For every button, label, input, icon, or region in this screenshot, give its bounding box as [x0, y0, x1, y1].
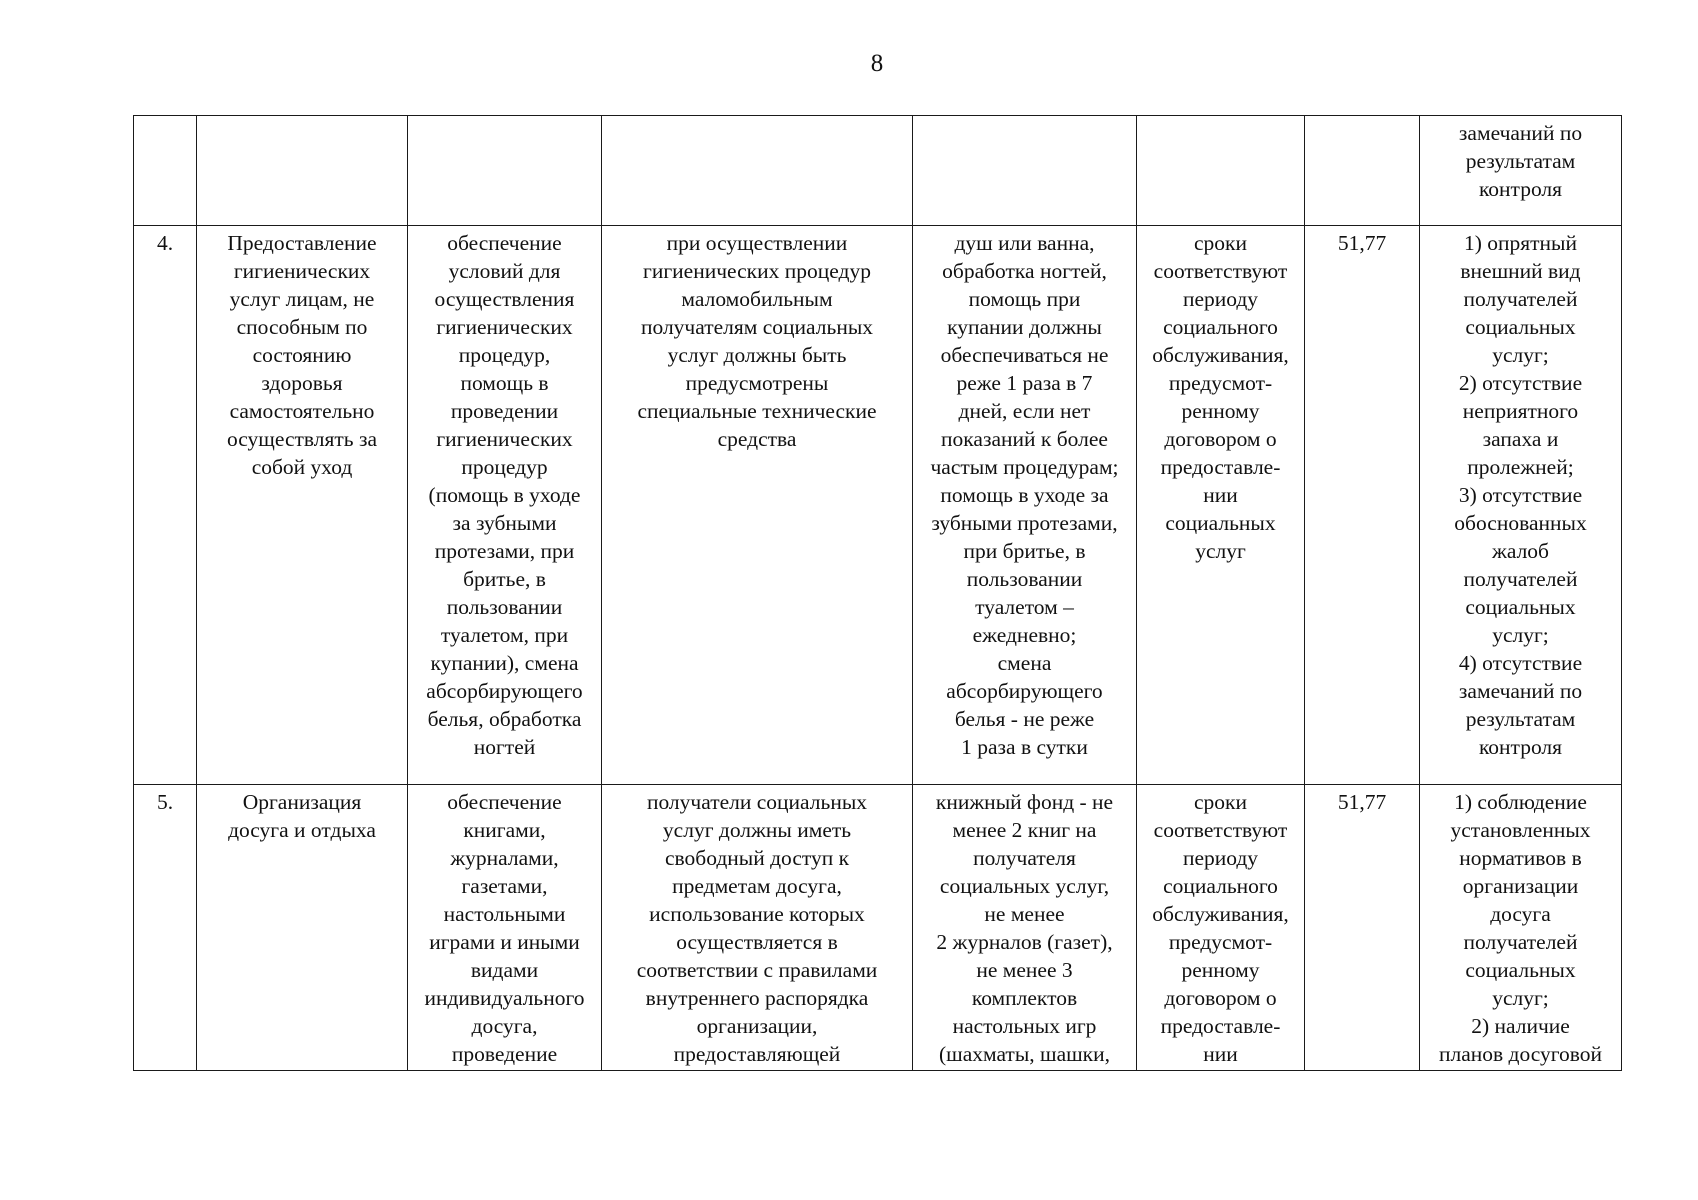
cell-text-line: процедур	[461, 455, 548, 479]
cell-text-line: ежедневно;	[972, 623, 1077, 647]
cell-text-line: услуг;	[1492, 343, 1549, 367]
cell-text-line: (шахматы, шашки,	[938, 1042, 1111, 1066]
cell-text-line: использование которых	[649, 902, 865, 926]
quality-indicators-cell	[1420, 116, 1622, 226]
cell-text-line: душ или ванна,	[954, 231, 1095, 255]
cell-text-line: ренному	[1181, 399, 1260, 423]
cell-text-line: помощь при	[968, 287, 1081, 311]
cell-text-line: обслуживания,	[1152, 902, 1289, 926]
cell-text-line: социальных	[1465, 958, 1576, 982]
cell-text-line: контроля	[1478, 177, 1563, 201]
cell-text-line: социальных	[1465, 315, 1576, 339]
service-volume-cell	[913, 785, 1137, 1071]
cell-text-line: периоду	[1182, 287, 1259, 311]
cell-text-line: комплектов	[971, 986, 1078, 1010]
cell-text-line: самостоятельно	[229, 399, 375, 423]
cell-text-line: Предоставление	[227, 231, 377, 255]
cell-text-line: 2) наличие	[1471, 1014, 1570, 1038]
table-row	[134, 116, 1622, 226]
cell-text-line: услуг	[1195, 539, 1246, 563]
cell-text-line: получателей	[1463, 930, 1578, 954]
cell-text-line: осуществляется в	[676, 930, 838, 954]
cell-text-line: бритье, в	[463, 567, 546, 591]
cell-text-line: социальных	[1165, 511, 1276, 535]
quality-indicators-cell	[1420, 785, 1622, 1071]
cell-text-line: предоставле-	[1160, 1014, 1281, 1038]
cell-text-line: помощь в	[460, 371, 549, 395]
cell-text-line: книгами,	[463, 818, 546, 842]
service-cost-cell	[1305, 116, 1420, 226]
cell-text-line: условий для	[448, 259, 561, 283]
service-content-cell	[408, 226, 602, 785]
cell-text-line: здоровья	[261, 371, 343, 395]
cell-text-line: 1 раза в сутки	[961, 735, 1088, 759]
cell-text-line: договором о	[1164, 986, 1277, 1010]
row-number-cell	[134, 116, 197, 226]
cell-text-line: осуществления	[434, 287, 575, 311]
cell-text-line: предусмот-	[1168, 930, 1273, 954]
cell-text-line: предусмот-	[1168, 371, 1273, 395]
cell-text-line: туалетом –	[975, 595, 1074, 619]
cell-text-line: протезами, при	[434, 539, 575, 563]
cell-text-line: организации	[1462, 874, 1579, 898]
service-terms-cell	[1137, 116, 1305, 226]
table-row	[134, 785, 1622, 1071]
cell-text-line: услуг должны иметь	[662, 818, 852, 842]
cell-text-line: получатели социальных	[646, 790, 868, 814]
cell-text-line: гигиенических	[436, 315, 573, 339]
cell-text-line: зубными протезами,	[931, 511, 1118, 535]
cell-text-line: предусмотрены	[685, 371, 829, 395]
row-number-cell	[134, 785, 197, 1071]
cell-text-line: замечаний по	[1458, 121, 1583, 145]
cell-text: 51,77	[1337, 231, 1387, 255]
cell-text-line: пользовании	[446, 595, 563, 619]
service-terms-cell	[1137, 785, 1305, 1071]
cell-text-line: организации,	[696, 1014, 818, 1038]
cell-text: 51,77	[1337, 790, 1387, 814]
cell-text-line: настольными	[443, 902, 566, 926]
cell-text-line: белья, обработка	[427, 707, 582, 731]
cell-text-line: свободный доступ к	[664, 846, 850, 870]
cell-text-line: планов досуговой	[1438, 1042, 1603, 1066]
cell-text-line: социальных	[1465, 595, 1576, 619]
cell-text-line: внешний вид	[1460, 259, 1581, 283]
page-number: 8	[870, 50, 884, 77]
cell-text-line: ренному	[1181, 958, 1260, 982]
cell-text-line: за зубными	[452, 511, 557, 535]
cell-text-line: 1) опрятный	[1463, 231, 1578, 255]
cell-text-line: обоснованных	[1454, 511, 1587, 535]
cell-text-line: купании должны	[947, 315, 1102, 339]
cell-text-line: 4) отсутствие	[1458, 651, 1583, 675]
cell-text-line: обеспечение	[447, 790, 562, 814]
cell-text-line: проведение	[451, 1042, 558, 1066]
cell-text-line: получателей	[1463, 287, 1578, 311]
cell-text-line: установленных	[1450, 818, 1591, 842]
service-cost-cell	[1305, 226, 1420, 785]
cell-text-line: социального	[1163, 874, 1278, 898]
cell-text-line: при бритье, в	[963, 539, 1086, 563]
cell-text-line: договором о	[1164, 427, 1277, 451]
cell-text-line: сроки	[1194, 231, 1247, 255]
cell-text-line: частым процедурам;	[930, 455, 1119, 479]
cell-text-line: специальные технические	[637, 399, 877, 423]
cell-text-line: получателей	[1463, 567, 1578, 591]
service-name-cell	[197, 116, 408, 226]
service-conditions-cell	[602, 226, 913, 785]
cell-text-line: видами	[470, 958, 539, 982]
service-cost-cell	[1305, 785, 1420, 1071]
cell-text-line: 3) отсутствие	[1458, 483, 1583, 507]
cell-text-line: нии	[1203, 483, 1238, 507]
cell-text-line: обслуживания,	[1152, 343, 1289, 367]
cell-text-line: досуга	[1490, 902, 1551, 926]
cell-text-line: услуг;	[1492, 623, 1549, 647]
cell-text-line: дней, если нет	[958, 399, 1091, 423]
cell-text-line: менее 2 книг на	[952, 818, 1097, 842]
table-row	[134, 226, 1622, 785]
cell-text-line: предоставляющей	[673, 1042, 841, 1066]
service-name-cell	[197, 785, 408, 1071]
cell-text-line: туалетом, при	[440, 623, 569, 647]
cell-text-line: соответствуют	[1153, 259, 1288, 283]
cell-text-line: абсорбирующего	[946, 679, 1103, 703]
cell-text-line: средства	[717, 427, 797, 451]
cell-text-line: неприятного	[1462, 399, 1579, 423]
service-content-cell	[408, 116, 602, 226]
cell-text-line: абсорбирующего	[426, 679, 583, 703]
cell-text-line: соответствуют	[1153, 818, 1288, 842]
cell-text-line: 1) соблюдение	[1454, 790, 1587, 814]
service-name-cell	[197, 226, 408, 785]
cell-text-line: соответствии с правилами	[636, 958, 878, 982]
cell-text-line: социального	[1163, 315, 1278, 339]
cell-text-line: обработка ногтей,	[942, 259, 1107, 283]
cell-text-line: играми и иными	[429, 930, 580, 954]
cell-text-line: журналами,	[450, 846, 559, 870]
cell-text-line: реже 1 раза в 7	[956, 371, 1093, 395]
row-number-cell	[134, 226, 197, 785]
cell-text-line: пользовании	[966, 567, 1083, 591]
cell-text-line: собой уход	[251, 455, 353, 479]
cell-text-line: книжный фонд - не	[935, 790, 1114, 814]
cell-text-line: обеспечение	[447, 231, 562, 255]
cell-text-line: не менее 3	[976, 958, 1073, 982]
service-terms-cell	[1137, 226, 1305, 785]
cell-text-line: процедур,	[458, 343, 551, 367]
cell-text-line: услуг должны быть	[667, 343, 847, 367]
cell-text: 4.	[156, 231, 174, 255]
cell-text-line: купании), смена	[430, 651, 579, 675]
cell-text-line: проведении	[450, 399, 559, 423]
cell-text-line: индивидуального	[424, 986, 585, 1010]
cell-text-line: результатам	[1465, 149, 1576, 173]
service-conditions-cell	[602, 116, 913, 226]
cell-text-line: маломобильным	[681, 287, 833, 311]
cell-text-line: обеспечиваться не	[940, 343, 1109, 367]
cell-text-line: состоянию	[252, 343, 352, 367]
cell-text-line: способным по	[236, 315, 368, 339]
cell-text-line: сроки	[1194, 790, 1247, 814]
cell-text-line: предоставле-	[1160, 455, 1281, 479]
cell-text-line: (помощь в уходе	[428, 483, 581, 507]
cell-text-line: не менее	[984, 902, 1065, 926]
cell-text-line: помощь в уходе за	[940, 483, 1109, 507]
cell-text-line: социальных услуг,	[939, 874, 1110, 898]
cell-text-line: Организация	[242, 790, 362, 814]
cell-text-line: нии	[1203, 1042, 1238, 1066]
cell-text-line: при осуществлении	[666, 231, 848, 255]
cell-text-line: контроля	[1478, 735, 1563, 759]
quality-indicators-cell	[1420, 226, 1622, 785]
cell-text-line: получателя	[973, 846, 1076, 870]
service-volume-cell	[913, 116, 1137, 226]
cell-text-line: запаха и	[1482, 427, 1559, 451]
cell-text-line: результатам	[1465, 707, 1576, 731]
cell-text-line: ногтей	[473, 735, 536, 759]
cell-text-line: жалоб	[1491, 539, 1549, 563]
service-conditions-cell	[602, 785, 913, 1071]
service-volume-cell	[913, 226, 1137, 785]
cell-text-line: гигиенических процедур	[643, 259, 871, 283]
cell-text-line: смена	[997, 651, 1052, 675]
cell-text-line: нормативов в	[1459, 846, 1582, 870]
cell-text-line: услуг лицам, не	[229, 287, 375, 311]
cell-text-line: белья - не реже	[954, 707, 1095, 731]
cell-text-line: 2 журналов (газет),	[936, 930, 1113, 954]
cell-text-line: внутреннего распорядка	[645, 986, 869, 1010]
cell-text-line: услуг;	[1492, 986, 1549, 1010]
cell-text-line: досуга,	[471, 1014, 538, 1038]
cell-text-line: гигиенических	[233, 259, 371, 283]
cell-text-line: получателям социальных	[640, 315, 874, 339]
cell-text-line: досуга и отдыха	[228, 818, 376, 842]
service-content-cell	[408, 785, 602, 1071]
cell-text-line: гигиенических	[436, 427, 573, 451]
cell-text-line: настольных игр	[952, 1014, 1097, 1038]
cell-text-line: газетами,	[461, 874, 548, 898]
cell-text-line: предметам досуга,	[672, 874, 842, 898]
cell-text-line: пролежней;	[1467, 455, 1574, 479]
cell-text-line: осуществлять за	[227, 427, 377, 451]
services-table	[133, 115, 1622, 1071]
cell-text-line: периоду	[1182, 846, 1259, 870]
cell-text-line: показаний к более	[941, 427, 1108, 451]
cell-text-line: замечаний по	[1458, 679, 1583, 703]
cell-text: 5.	[156, 790, 174, 814]
cell-text-line: 2) отсутствие	[1458, 371, 1583, 395]
